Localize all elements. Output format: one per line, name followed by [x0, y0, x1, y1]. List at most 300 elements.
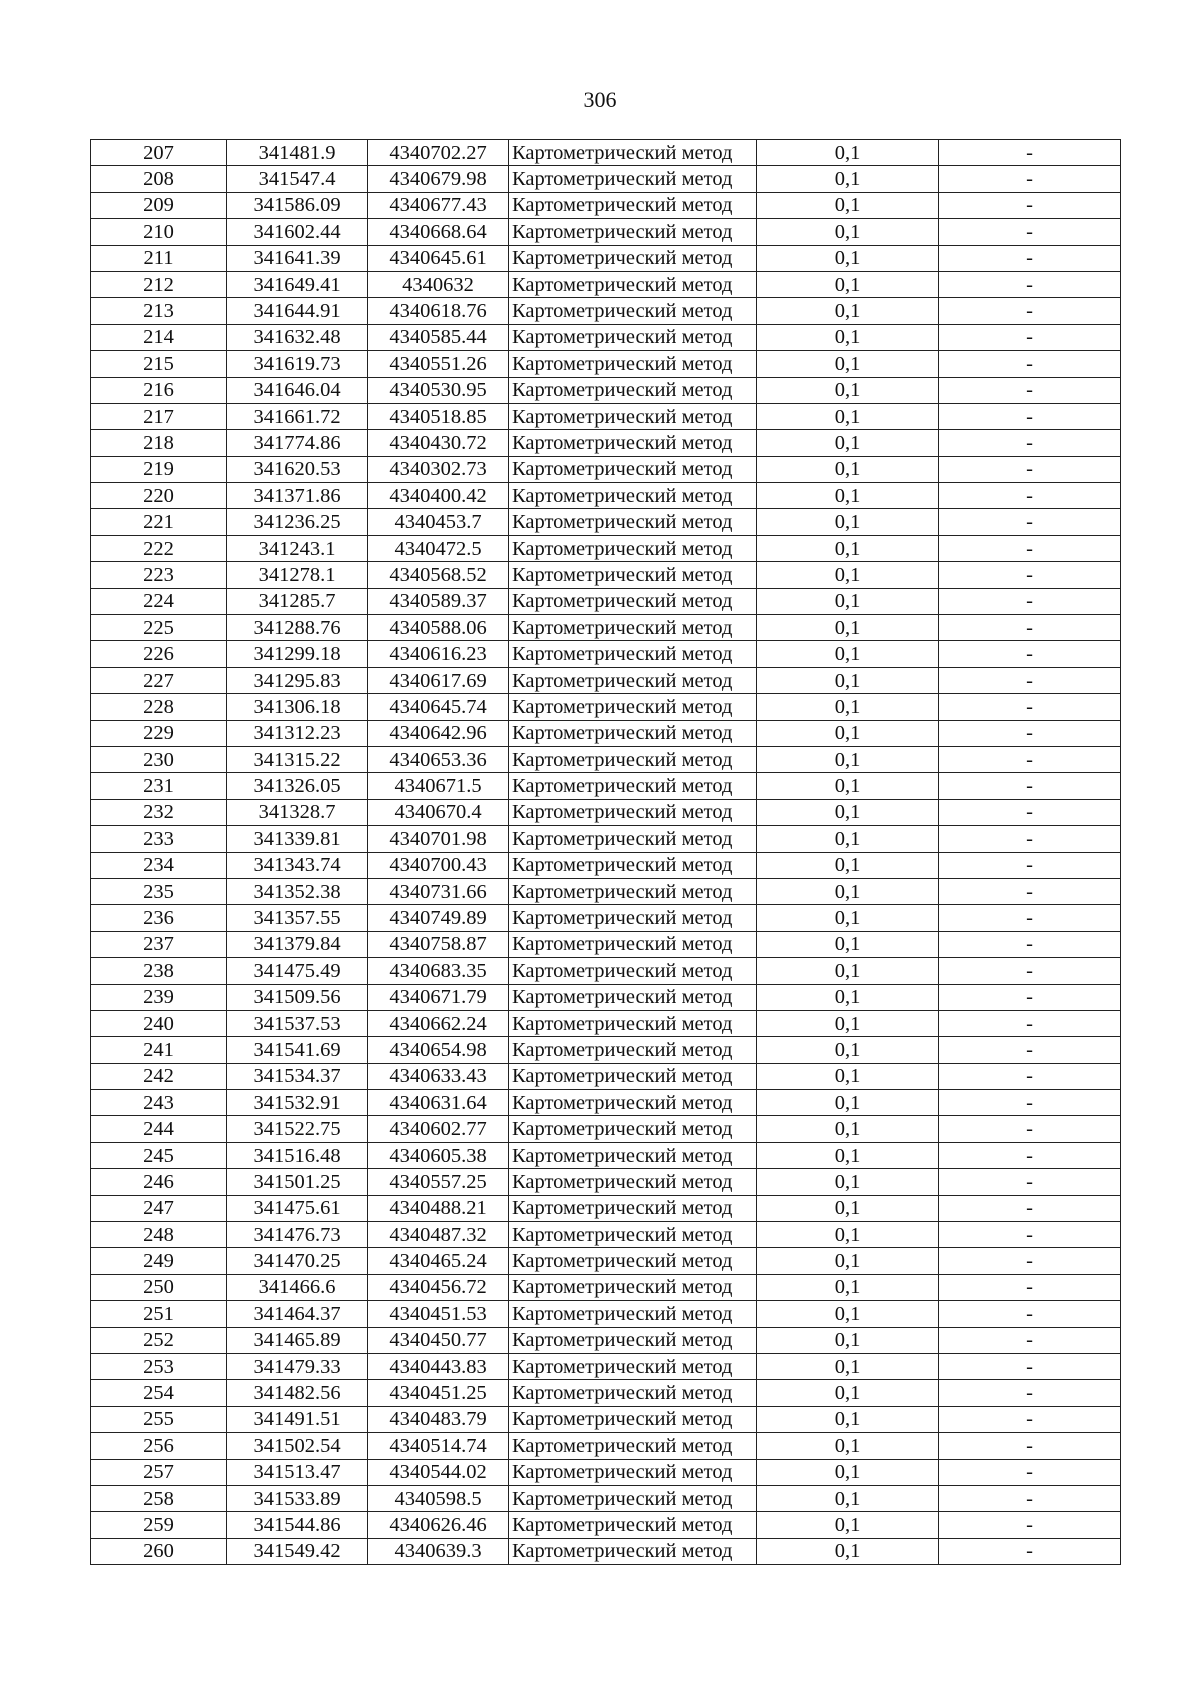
x-coordinate-cell: 341470.25: [227, 1248, 368, 1274]
point-number-cell: 237: [91, 931, 227, 957]
note-cell: -: [939, 720, 1121, 746]
note-cell: -: [939, 1353, 1121, 1379]
point-number-cell: 254: [91, 1380, 227, 1406]
x-coordinate-cell: 341641.39: [227, 245, 368, 271]
point-number-cell: 212: [91, 271, 227, 297]
y-coordinate-cell: 4340430.72: [368, 430, 509, 456]
x-coordinate-cell: 341646.04: [227, 377, 368, 403]
note-cell: -: [939, 1010, 1121, 1036]
accuracy-cell: 0,1: [757, 351, 939, 377]
point-number-cell: 242: [91, 1063, 227, 1089]
y-coordinate-cell: 4340472.5: [368, 535, 509, 561]
point-number-cell: 244: [91, 1116, 227, 1142]
point-number-cell: 251: [91, 1301, 227, 1327]
note-cell: -: [939, 271, 1121, 297]
accuracy-cell: 0,1: [757, 746, 939, 772]
accuracy-cell: 0,1: [757, 377, 939, 403]
x-coordinate-cell: 341343.74: [227, 852, 368, 878]
method-cell: Картометрический метод: [509, 562, 757, 588]
method-cell: Картометрический метод: [509, 1090, 757, 1116]
method-cell: Картометрический метод: [509, 509, 757, 535]
point-number-cell: 255: [91, 1406, 227, 1432]
accuracy-cell: 0,1: [757, 1327, 939, 1353]
table-row: [91, 1142, 1121, 1168]
table-row: [91, 430, 1121, 456]
note-cell: -: [939, 878, 1121, 904]
method-cell: Картометрический метод: [509, 1142, 757, 1168]
y-coordinate-cell: 4340589.37: [368, 588, 509, 614]
method-cell: Картометрический метод: [509, 1195, 757, 1221]
y-coordinate-cell: 4340701.98: [368, 826, 509, 852]
note-cell: -: [939, 931, 1121, 957]
note-cell: -: [939, 1485, 1121, 1511]
y-coordinate-cell: 4340551.26: [368, 351, 509, 377]
table-row: [91, 1301, 1121, 1327]
y-coordinate-cell: 4340450.77: [368, 1327, 509, 1353]
point-number-cell: 250: [91, 1274, 227, 1300]
table-row: [91, 1010, 1121, 1036]
note-cell: -: [939, 1090, 1121, 1116]
x-coordinate-cell: 341475.49: [227, 958, 368, 984]
point-number-cell: 246: [91, 1169, 227, 1195]
point-number-cell: 218: [91, 430, 227, 456]
y-coordinate-cell: 4340731.66: [368, 878, 509, 904]
x-coordinate-cell: 341544.86: [227, 1512, 368, 1538]
x-coordinate-cell: 341509.56: [227, 984, 368, 1010]
method-cell: Картометрический метод: [509, 1406, 757, 1432]
note-cell: -: [939, 799, 1121, 825]
note-cell: -: [939, 192, 1121, 218]
table-row: [91, 1406, 1121, 1432]
x-coordinate-cell: 341371.86: [227, 483, 368, 509]
accuracy-cell: 0,1: [757, 641, 939, 667]
note-cell: -: [939, 509, 1121, 535]
method-cell: Картометрический метод: [509, 1010, 757, 1036]
note-cell: -: [939, 456, 1121, 482]
table-row: [91, 1248, 1121, 1274]
y-coordinate-cell: 4340668.64: [368, 219, 509, 245]
y-coordinate-cell: 4340671.79: [368, 984, 509, 1010]
y-coordinate-cell: 4340514.74: [368, 1433, 509, 1459]
x-coordinate-cell: 341379.84: [227, 931, 368, 957]
accuracy-cell: 0,1: [757, 931, 939, 957]
method-cell: Картометрический метод: [509, 1037, 757, 1063]
accuracy-cell: 0,1: [757, 1406, 939, 1432]
x-coordinate-cell: 341620.53: [227, 456, 368, 482]
note-cell: -: [939, 1380, 1121, 1406]
y-coordinate-cell: 4340530.95: [368, 377, 509, 403]
point-number-cell: 232: [91, 799, 227, 825]
table-row: [91, 1222, 1121, 1248]
x-coordinate-cell: 341602.44: [227, 219, 368, 245]
y-coordinate-cell: 4340626.46: [368, 1512, 509, 1538]
x-coordinate-cell: 341533.89: [227, 1485, 368, 1511]
table-row: [91, 1485, 1121, 1511]
x-coordinate-cell: 341352.38: [227, 878, 368, 904]
note-cell: -: [939, 430, 1121, 456]
coordinates-table: [90, 139, 1121, 1565]
note-cell: -: [939, 1248, 1121, 1274]
y-coordinate-cell: 4340639.3: [368, 1538, 509, 1564]
note-cell: -: [939, 535, 1121, 561]
point-number-cell: 245: [91, 1142, 227, 1168]
method-cell: Картометрический метод: [509, 456, 757, 482]
method-cell: Картометрический метод: [509, 166, 757, 192]
x-coordinate-cell: 341537.53: [227, 1010, 368, 1036]
note-cell: -: [939, 1327, 1121, 1353]
method-cell: Картометрический метод: [509, 535, 757, 561]
method-cell: Картометрический метод: [509, 905, 757, 931]
note-cell: -: [939, 562, 1121, 588]
note-cell: -: [939, 958, 1121, 984]
y-coordinate-cell: 4340749.89: [368, 905, 509, 931]
x-coordinate-cell: 341312.23: [227, 720, 368, 746]
table-row: [91, 271, 1121, 297]
note-cell: -: [939, 1142, 1121, 1168]
method-cell: Картометрический метод: [509, 1116, 757, 1142]
note-cell: -: [939, 1538, 1121, 1564]
note-cell: -: [939, 984, 1121, 1010]
accuracy-cell: 0,1: [757, 1142, 939, 1168]
point-number-cell: 238: [91, 958, 227, 984]
table-row: [91, 483, 1121, 509]
accuracy-cell: 0,1: [757, 1090, 939, 1116]
point-number-cell: 252: [91, 1327, 227, 1353]
method-cell: Картометрический метод: [509, 1485, 757, 1511]
method-cell: Картометрический метод: [509, 1274, 757, 1300]
table-row: [91, 931, 1121, 957]
table-row: [91, 1274, 1121, 1300]
point-number-cell: 208: [91, 166, 227, 192]
accuracy-cell: 0,1: [757, 1195, 939, 1221]
table-row: [91, 324, 1121, 350]
table-row: [91, 615, 1121, 641]
method-cell: Картометрический метод: [509, 799, 757, 825]
table-row: [91, 140, 1121, 166]
x-coordinate-cell: 341278.1: [227, 562, 368, 588]
note-cell: -: [939, 905, 1121, 931]
method-cell: Картометрический метод: [509, 140, 757, 166]
y-coordinate-cell: 4340670.4: [368, 799, 509, 825]
accuracy-cell: 0,1: [757, 852, 939, 878]
y-coordinate-cell: 4340654.98: [368, 1037, 509, 1063]
y-coordinate-cell: 4340683.35: [368, 958, 509, 984]
y-coordinate-cell: 4340653.36: [368, 746, 509, 772]
x-coordinate-cell: 341534.37: [227, 1063, 368, 1089]
note-cell: -: [939, 1274, 1121, 1300]
table-row: [91, 1116, 1121, 1142]
table-row: [91, 958, 1121, 984]
note-cell: -: [939, 615, 1121, 641]
accuracy-cell: 0,1: [757, 219, 939, 245]
point-number-cell: 223: [91, 562, 227, 588]
accuracy-cell: 0,1: [757, 245, 939, 271]
y-coordinate-cell: 4340544.02: [368, 1459, 509, 1485]
accuracy-cell: 0,1: [757, 298, 939, 324]
note-cell: -: [939, 245, 1121, 271]
point-number-cell: 230: [91, 746, 227, 772]
table-row: [91, 1353, 1121, 1379]
y-coordinate-cell: 4340456.72: [368, 1274, 509, 1300]
accuracy-cell: 0,1: [757, 271, 939, 297]
table-row: [91, 192, 1121, 218]
table-row: [91, 245, 1121, 271]
note-cell: -: [939, 641, 1121, 667]
table-row: [91, 1538, 1121, 1564]
method-cell: Картометрический метод: [509, 773, 757, 799]
point-number-cell: 247: [91, 1195, 227, 1221]
point-number-cell: 211: [91, 245, 227, 271]
x-coordinate-cell: 341541.69: [227, 1037, 368, 1063]
method-cell: Картометрический метод: [509, 667, 757, 693]
table-row: [91, 403, 1121, 429]
method-cell: Картометрический метод: [509, 826, 757, 852]
point-number-cell: 217: [91, 403, 227, 429]
y-coordinate-cell: 4340631.64: [368, 1090, 509, 1116]
note-cell: -: [939, 694, 1121, 720]
y-coordinate-cell: 4340588.06: [368, 615, 509, 641]
accuracy-cell: 0,1: [757, 1037, 939, 1063]
method-cell: Картометрический метод: [509, 878, 757, 904]
point-number-cell: 207: [91, 140, 227, 166]
accuracy-cell: 0,1: [757, 324, 939, 350]
accuracy-cell: 0,1: [757, 878, 939, 904]
method-cell: Картометрический метод: [509, 1512, 757, 1538]
x-coordinate-cell: 341476.73: [227, 1222, 368, 1248]
note-cell: -: [939, 1459, 1121, 1485]
point-number-cell: 215: [91, 351, 227, 377]
point-number-cell: 225: [91, 615, 227, 641]
accuracy-cell: 0,1: [757, 483, 939, 509]
x-coordinate-cell: 341326.05: [227, 773, 368, 799]
table-row: [91, 720, 1121, 746]
point-number-cell: 243: [91, 1090, 227, 1116]
method-cell: Картометрический метод: [509, 1327, 757, 1353]
method-cell: Картометрический метод: [509, 483, 757, 509]
accuracy-cell: 0,1: [757, 535, 939, 561]
note-cell: -: [939, 377, 1121, 403]
x-coordinate-cell: 341465.89: [227, 1327, 368, 1353]
point-number-cell: 228: [91, 694, 227, 720]
method-cell: Картометрический метод: [509, 219, 757, 245]
point-number-cell: 256: [91, 1433, 227, 1459]
note-cell: -: [939, 351, 1121, 377]
method-cell: Картометрический метод: [509, 746, 757, 772]
y-coordinate-cell: 4340302.73: [368, 456, 509, 482]
table-row: [91, 905, 1121, 931]
table-row: [91, 1327, 1121, 1353]
y-coordinate-cell: 4340400.42: [368, 483, 509, 509]
table-row: [91, 852, 1121, 878]
accuracy-cell: 0,1: [757, 799, 939, 825]
x-coordinate-cell: 341357.55: [227, 905, 368, 931]
table-row: [91, 377, 1121, 403]
accuracy-cell: 0,1: [757, 984, 939, 1010]
accuracy-cell: 0,1: [757, 509, 939, 535]
x-coordinate-cell: 341482.56: [227, 1380, 368, 1406]
accuracy-cell: 0,1: [757, 166, 939, 192]
y-coordinate-cell: 4340616.23: [368, 641, 509, 667]
method-cell: Картометрический метод: [509, 245, 757, 271]
method-cell: Картометрический метод: [509, 1380, 757, 1406]
point-number-cell: 259: [91, 1512, 227, 1538]
y-coordinate-cell: 4340633.43: [368, 1063, 509, 1089]
method-cell: Картометрический метод: [509, 324, 757, 350]
y-coordinate-cell: 4340488.21: [368, 1195, 509, 1221]
y-coordinate-cell: 4340671.5: [368, 773, 509, 799]
y-coordinate-cell: 4340585.44: [368, 324, 509, 350]
point-number-cell: 234: [91, 852, 227, 878]
point-number-cell: 209: [91, 192, 227, 218]
accuracy-cell: 0,1: [757, 1459, 939, 1485]
point-number-cell: 214: [91, 324, 227, 350]
table-row: [91, 456, 1121, 482]
note-cell: -: [939, 826, 1121, 852]
table-row: [91, 219, 1121, 245]
accuracy-cell: 0,1: [757, 905, 939, 931]
accuracy-cell: 0,1: [757, 1063, 939, 1089]
y-coordinate-cell: 4340487.32: [368, 1222, 509, 1248]
table-row: [91, 1063, 1121, 1089]
x-coordinate-cell: 341299.18: [227, 641, 368, 667]
x-coordinate-cell: 341532.91: [227, 1090, 368, 1116]
x-coordinate-cell: 341502.54: [227, 1433, 368, 1459]
x-coordinate-cell: 341516.48: [227, 1142, 368, 1168]
y-coordinate-cell: 4340700.43: [368, 852, 509, 878]
y-coordinate-cell: 4340453.7: [368, 509, 509, 535]
x-coordinate-cell: 341466.6: [227, 1274, 368, 1300]
table-row: [91, 641, 1121, 667]
y-coordinate-cell: 4340518.85: [368, 403, 509, 429]
table-row: [91, 984, 1121, 1010]
point-number-cell: 249: [91, 1248, 227, 1274]
x-coordinate-cell: 341619.73: [227, 351, 368, 377]
method-cell: Картометрический метод: [509, 720, 757, 746]
table-row: [91, 773, 1121, 799]
point-number-cell: 241: [91, 1037, 227, 1063]
y-coordinate-cell: 4340598.5: [368, 1485, 509, 1511]
note-cell: -: [939, 852, 1121, 878]
x-coordinate-cell: 341649.41: [227, 271, 368, 297]
note-cell: -: [939, 324, 1121, 350]
y-coordinate-cell: 4340605.38: [368, 1142, 509, 1168]
page-number: 306: [583, 87, 617, 112]
x-coordinate-cell: 341288.76: [227, 615, 368, 641]
accuracy-cell: 0,1: [757, 773, 939, 799]
accuracy-cell: 0,1: [757, 958, 939, 984]
point-number-cell: 221: [91, 509, 227, 535]
y-coordinate-cell: 4340465.24: [368, 1248, 509, 1274]
accuracy-cell: 0,1: [757, 1301, 939, 1327]
note-cell: -: [939, 773, 1121, 799]
x-coordinate-cell: 341661.72: [227, 403, 368, 429]
y-coordinate-cell: 4340679.98: [368, 166, 509, 192]
x-coordinate-cell: 341306.18: [227, 694, 368, 720]
point-number-cell: 236: [91, 905, 227, 931]
method-cell: Картометрический метод: [509, 1222, 757, 1248]
table-row: [91, 1195, 1121, 1221]
note-cell: -: [939, 403, 1121, 429]
point-number-cell: 227: [91, 667, 227, 693]
x-coordinate-cell: 341513.47: [227, 1459, 368, 1485]
accuracy-cell: 0,1: [757, 1538, 939, 1564]
method-cell: Картометрический метод: [509, 1063, 757, 1089]
y-coordinate-cell: 4340443.83: [368, 1353, 509, 1379]
method-cell: Картометрический метод: [509, 852, 757, 878]
x-coordinate-cell: 341774.86: [227, 430, 368, 456]
method-cell: Картометрический метод: [509, 958, 757, 984]
method-cell: Картометрический метод: [509, 192, 757, 218]
x-coordinate-cell: 341295.83: [227, 667, 368, 693]
accuracy-cell: 0,1: [757, 1274, 939, 1300]
x-coordinate-cell: 341481.9: [227, 140, 368, 166]
y-coordinate-cell: 4340557.25: [368, 1169, 509, 1195]
x-coordinate-cell: 341479.33: [227, 1353, 368, 1379]
point-number-cell: 235: [91, 878, 227, 904]
accuracy-cell: 0,1: [757, 1010, 939, 1036]
accuracy-cell: 0,1: [757, 1380, 939, 1406]
note-cell: -: [939, 1433, 1121, 1459]
accuracy-cell: 0,1: [757, 720, 939, 746]
note-cell: -: [939, 1301, 1121, 1327]
point-number-cell: 253: [91, 1353, 227, 1379]
note-cell: -: [939, 1063, 1121, 1089]
y-coordinate-cell: 4340451.53: [368, 1301, 509, 1327]
x-coordinate-cell: 341328.7: [227, 799, 368, 825]
point-number-cell: 258: [91, 1485, 227, 1511]
x-coordinate-cell: 341243.1: [227, 535, 368, 561]
table-row: [91, 1090, 1121, 1116]
note-cell: -: [939, 1169, 1121, 1195]
method-cell: Картометрический метод: [509, 615, 757, 641]
point-number-cell: 239: [91, 984, 227, 1010]
y-coordinate-cell: 4340618.76: [368, 298, 509, 324]
x-coordinate-cell: 341491.51: [227, 1406, 368, 1432]
method-cell: Картометрический метод: [509, 1459, 757, 1485]
x-coordinate-cell: 341547.4: [227, 166, 368, 192]
note-cell: -: [939, 483, 1121, 509]
x-coordinate-cell: 341501.25: [227, 1169, 368, 1195]
note-cell: -: [939, 1195, 1121, 1221]
accuracy-cell: 0,1: [757, 192, 939, 218]
y-coordinate-cell: 4340702.27: [368, 140, 509, 166]
table-row: [91, 351, 1121, 377]
table-row: [91, 1433, 1121, 1459]
accuracy-cell: 0,1: [757, 1353, 939, 1379]
point-number-cell: 229: [91, 720, 227, 746]
point-number-cell: 210: [91, 219, 227, 245]
note-cell: -: [939, 588, 1121, 614]
method-cell: Картометрический метод: [509, 351, 757, 377]
point-number-cell: 248: [91, 1222, 227, 1248]
method-cell: Картометрический метод: [509, 403, 757, 429]
method-cell: Картометрический метод: [509, 931, 757, 957]
x-coordinate-cell: 341315.22: [227, 746, 368, 772]
accuracy-cell: 0,1: [757, 1512, 939, 1538]
method-cell: Картометрический метод: [509, 984, 757, 1010]
note-cell: -: [939, 140, 1121, 166]
x-coordinate-cell: 341644.91: [227, 298, 368, 324]
accuracy-cell: 0,1: [757, 430, 939, 456]
x-coordinate-cell: 341632.48: [227, 324, 368, 350]
x-coordinate-cell: 341236.25: [227, 509, 368, 535]
y-coordinate-cell: 4340602.77: [368, 1116, 509, 1142]
y-coordinate-cell: 4340645.61: [368, 245, 509, 271]
point-number-cell: 240: [91, 1010, 227, 1036]
table-row: [91, 298, 1121, 324]
table-row: [91, 562, 1121, 588]
method-cell: Картометрический метод: [509, 430, 757, 456]
